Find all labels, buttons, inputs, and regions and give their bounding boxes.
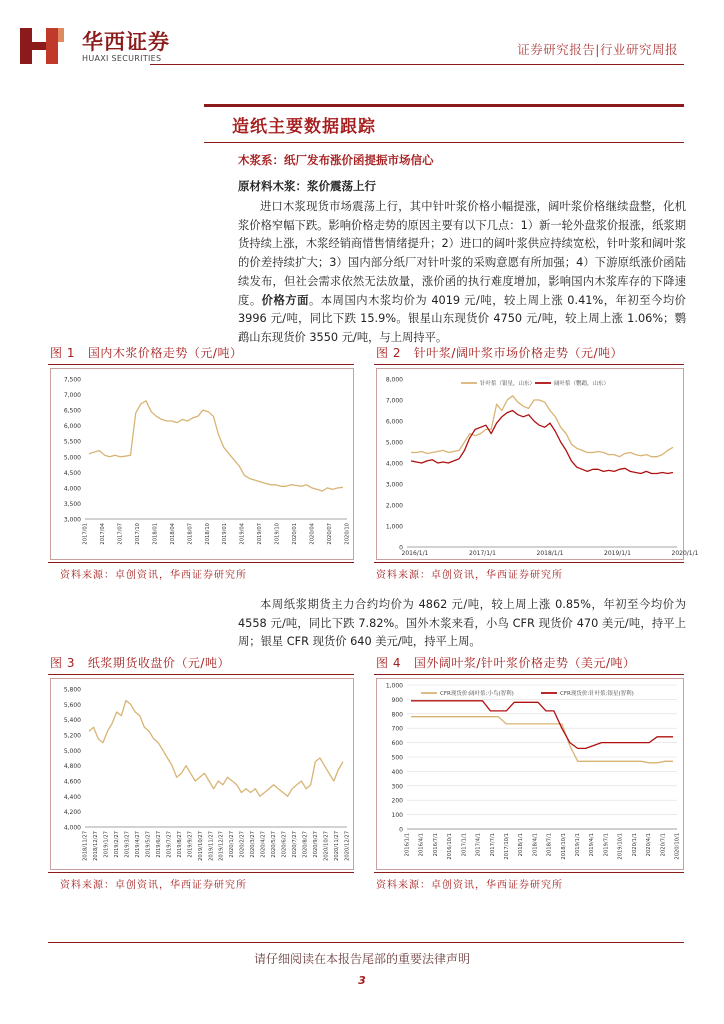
- y-tick-label: 5,800: [63, 686, 81, 694]
- series-line-0: [89, 701, 343, 797]
- y-tick-label: 6,000: [63, 423, 81, 431]
- x-tick-label: 2020/10: [344, 523, 351, 545]
- x-tick-label: 2019/1/1: [575, 833, 582, 857]
- y-tick-label: 4,000: [63, 485, 81, 493]
- x-tick-label: 2020/1/27: [229, 831, 236, 858]
- x-tick-label: 2020/5/27: [271, 831, 278, 858]
- fig2-source-rule: [374, 562, 684, 563]
- y-tick-label: 4,500: [63, 469, 81, 477]
- header-divider: [150, 64, 684, 65]
- fig2-source: 资料来源：卓创资讯，华西证券研究所: [376, 570, 563, 581]
- fig1-source: 资料来源：卓创资讯，华西证券研究所: [60, 570, 247, 581]
- y-tick-label: 8,000: [385, 376, 403, 384]
- fig3-title: 图 3 纸浆期货收盘价（元/吨）: [50, 656, 230, 670]
- paragraph-market-bold: 价格方面: [261, 293, 309, 307]
- y-tick-label: 900: [391, 696, 403, 704]
- x-tick-label: 2016/1/1: [401, 550, 429, 557]
- x-tick-label: 2020/12/27: [344, 831, 351, 861]
- y-tick-label: 1,000: [385, 523, 403, 531]
- x-tick-label: 2020/10/1: [674, 833, 681, 860]
- x-tick-label: 2020/04: [309, 523, 316, 545]
- x-tick-label: 2018/10/1: [560, 833, 567, 860]
- x-tick-label: 2019/04: [239, 523, 246, 545]
- x-tick-label: 2020/8/27: [302, 831, 309, 858]
- y-tick-label: 800: [391, 711, 403, 719]
- x-tick-label: 2019/10/27: [197, 831, 204, 861]
- fig3-title-rule: [48, 674, 354, 675]
- y-tick-label: 100: [391, 812, 403, 820]
- x-tick-label: 2017/01: [82, 523, 89, 545]
- x-tick-label: 2018/07: [187, 523, 194, 545]
- x-tick-label: 2020/10/27: [323, 831, 330, 861]
- fig1-chart: [50, 368, 354, 560]
- fig4-chart: [376, 678, 684, 870]
- y-tick-label: 500: [391, 754, 403, 762]
- x-tick-label: 2016/4/1: [418, 833, 425, 857]
- y-tick-label: 4,600: [63, 778, 81, 786]
- x-tick-label: 2019/3/27: [124, 831, 131, 858]
- x-tick-label: 2019/07: [257, 523, 264, 545]
- y-tick-label: 4,400: [63, 793, 81, 801]
- huaxi-logo-mark: [18, 24, 68, 68]
- y-tick-label: 3,500: [63, 500, 81, 508]
- x-tick-label: 2019/10/1: [617, 833, 624, 860]
- y-tick-label: 4,200: [63, 809, 81, 817]
- x-tick-label: 2019/10: [274, 523, 281, 545]
- fig4-source-rule: [374, 872, 684, 873]
- x-tick-label: 2019/11/27: [208, 831, 215, 861]
- x-tick-label: 2020/4/1: [646, 833, 653, 857]
- y-tick-label: 600: [391, 740, 403, 748]
- x-tick-label: 2020/9/27: [313, 831, 320, 858]
- legal-disclaimer: 请仔细阅读在本报告尾部的重要法律声明: [253, 952, 470, 966]
- x-tick-label: 2017/1/1: [461, 833, 468, 857]
- x-tick-label: 2019/5/27: [145, 831, 152, 858]
- x-tick-label: 2019/1/1: [604, 550, 631, 557]
- y-tick-label: 4,000: [63, 824, 81, 832]
- section-top-rule: [204, 104, 684, 107]
- x-tick-label: 2018/4/1: [532, 833, 539, 857]
- y-tick-label: 700: [391, 725, 403, 733]
- fig4-source: 资料来源：卓创资讯，华西证券研究所: [376, 880, 563, 891]
- x-tick-label: 2018/10: [204, 523, 211, 545]
- subsection-title: 原材料木浆：浆价震荡上行: [238, 179, 376, 193]
- x-tick-label: 2020/07: [327, 523, 334, 545]
- x-tick-label: 2020/11/27: [334, 831, 341, 861]
- x-tick-label: 2016/7/1: [432, 833, 439, 857]
- company-name-cn: 华西证券: [82, 30, 170, 54]
- x-tick-label: 2018/7/1: [546, 833, 553, 857]
- x-tick-label: 2019/4/1: [589, 833, 596, 857]
- series-line-1: [411, 411, 673, 474]
- section-subtitle: 木浆系：纸厂发布涨价函提振市场信心: [238, 153, 434, 167]
- x-tick-label: 2019/12/27: [218, 831, 225, 861]
- section-bottom-rule: [204, 142, 684, 143]
- x-tick-label: 2020/4/27: [260, 831, 267, 858]
- x-tick-label: 2018/04: [169, 523, 176, 545]
- x-tick-label: 2019/2/27: [113, 831, 120, 858]
- y-tick-label: 7,000: [385, 397, 403, 405]
- fig1-source-rule: [48, 562, 354, 563]
- x-tick-label: 2020/7/27: [292, 831, 299, 858]
- y-tick-label: 200: [391, 797, 403, 805]
- y-tick-label: 5,000: [385, 439, 403, 447]
- x-tick-label: 2017/1/1: [469, 550, 496, 557]
- y-tick-label: 6,000: [385, 418, 403, 426]
- y-tick-label: 1,000: [385, 682, 403, 690]
- x-tick-label: 2018/12/27: [92, 831, 99, 861]
- y-tick-label: 3,000: [63, 516, 81, 524]
- fig3-source: 资料来源：卓创资讯，华西证券研究所: [60, 880, 247, 891]
- footer-divider: [48, 942, 684, 943]
- series-line-1: [411, 701, 673, 749]
- fig4-title: 图 4 国外阔叶浆/针叶浆价格走势（美元/吨）: [376, 656, 636, 670]
- paragraph-market-text-b: 。本周国内木浆均价为 4019 元/吨，较上周上涨 0.41%，年初至今均价 3996 元/吨，同比下跌 15.9%。银星山东现货价 4750 元/吨，较上周上涨 1.06%；鹦鹉山东现货价 3550 元/吨，与上周持平。: [238, 293, 686, 344]
- y-tick-label: 5,000: [63, 747, 81, 755]
- x-tick-label: 2020/7/1: [660, 833, 667, 857]
- y-tick-label: 5,500: [63, 438, 81, 446]
- fig2-title-rule: [374, 364, 684, 365]
- fig1-title-rule: [48, 364, 354, 365]
- legend-label-1: CFR现货价:针叶浆:银星(智利): [560, 691, 634, 697]
- fig2-chart: [376, 368, 699, 560]
- x-tick-label: 2017/07: [117, 523, 124, 545]
- x-tick-label: 2020/1/1: [631, 833, 638, 857]
- paragraph-market: [238, 198, 686, 348]
- y-tick-label: 5,600: [63, 701, 81, 709]
- fig4-title-rule: [374, 674, 684, 675]
- y-tick-label: 7,500: [63, 376, 81, 384]
- x-tick-label: 2016/10/1: [447, 833, 454, 860]
- fig3-chart: [50, 678, 354, 870]
- x-tick-label: 2017/7/1: [489, 833, 496, 857]
- x-tick-label: 2020/01: [292, 523, 299, 545]
- y-tick-label: 4,000: [385, 460, 403, 468]
- fig1-title: 图 1 国内木浆价格走势（元/吨）: [50, 346, 243, 360]
- y-tick-label: 6,500: [63, 407, 81, 415]
- x-tick-label: 2020/1/1: [671, 550, 699, 557]
- x-tick-label: 2017/10: [134, 523, 141, 545]
- x-tick-label: 2017/04: [99, 523, 106, 545]
- legend-label-1: 阔叶浆（鹦鹉，山东）: [554, 381, 610, 387]
- x-tick-label: 2018/11/27: [82, 831, 89, 861]
- x-tick-label: 2016/1/1: [404, 833, 411, 857]
- x-tick-label: 2019/8/27: [176, 831, 183, 858]
- x-tick-label: 2019/9/27: [187, 831, 194, 858]
- x-tick-label: 2019/6/27: [155, 831, 162, 858]
- x-tick-label: 2017/4/1: [475, 833, 482, 857]
- x-tick-label: 2019/01: [222, 523, 229, 545]
- x-tick-label: 2019/7/1: [603, 833, 610, 857]
- page-number: 3: [358, 974, 366, 987]
- x-tick-label: 2019/7/27: [166, 831, 173, 858]
- y-tick-label: 0: [399, 826, 403, 834]
- y-tick-label: 4,800: [63, 763, 81, 771]
- report-type: 证券研究报告|行业研究周报: [517, 42, 678, 57]
- x-tick-label: 2018/01: [152, 523, 159, 545]
- y-tick-label: 0: [399, 544, 403, 552]
- legend-label-0: CFR现货价:阔叶浆:小鸟(智利): [440, 691, 514, 697]
- y-tick-label: 300: [391, 783, 403, 791]
- x-tick-label: 2018/1/1: [518, 833, 525, 857]
- section-title: 造纸主要数据跟踪: [232, 117, 376, 137]
- x-tick-label: 2019/1/27: [103, 831, 110, 858]
- y-tick-label: 400: [391, 768, 403, 776]
- series-line-0: [411, 717, 673, 763]
- x-tick-label: 2017/10/1: [503, 833, 510, 860]
- x-tick-label: 2020/2/27: [239, 831, 246, 858]
- x-tick-label: 2018/1/1: [536, 550, 564, 557]
- fig3-source-rule: [48, 872, 354, 873]
- y-tick-label: 3,000: [385, 481, 403, 489]
- company-name-en: HUAXI SECURITIES: [82, 54, 162, 63]
- y-tick-label: 5,400: [63, 717, 81, 725]
- x-tick-label: 2020/3/27: [250, 831, 257, 858]
- x-tick-label: 2019/4/27: [134, 831, 141, 858]
- y-tick-label: 5,000: [63, 454, 81, 462]
- paragraph-futures: 本周纸浆期货主力合约均价为 4862 元/吨，较上周上涨 0.85%，年初至今均价为 4558 元/吨，同比下跌 7.82%。国外木浆来看，小鸟 CFR 现货价 470 美元/吨，持平上周；银星 CFR 现货价 640 美元/吨，持平上周。: [238, 598, 686, 649]
- x-tick-label: 2020/6/27: [281, 831, 288, 858]
- paragraph-market-text-a: 进口木浆现货市场震荡上行，其中针叶浆价格小幅提涨，阔叶浆价格继续盘整，化机浆价格窄幅下跌。影响价格走势的原因主要有以下几点：1）新一轮外盘浆价报涨，纸浆期货持续上涨，木浆经销商惜售情绪提升；2）进口的阔叶浆供应持续宽松，针叶浆和阔叶浆的价差持续扩大；3）国内部分纸厂对针叶浆的采购意愿有所加强；4）下游原纸涨价函陆续发布，但社会需求依然无法放量，涨价函的执行难度增加，影响国内木浆库存的下降速度。: [238, 200, 686, 307]
- y-tick-label: 7,000: [63, 392, 81, 400]
- series-line-0: [89, 401, 343, 491]
- y-tick-label: 2,000: [385, 502, 403, 510]
- fig2-title: 图 2 针叶浆/阔叶浆市场价格走势（元/吨）: [376, 346, 623, 360]
- legend-label-0: 针叶浆（银星，山东）: [480, 381, 536, 387]
- y-tick-label: 5,200: [63, 732, 81, 740]
